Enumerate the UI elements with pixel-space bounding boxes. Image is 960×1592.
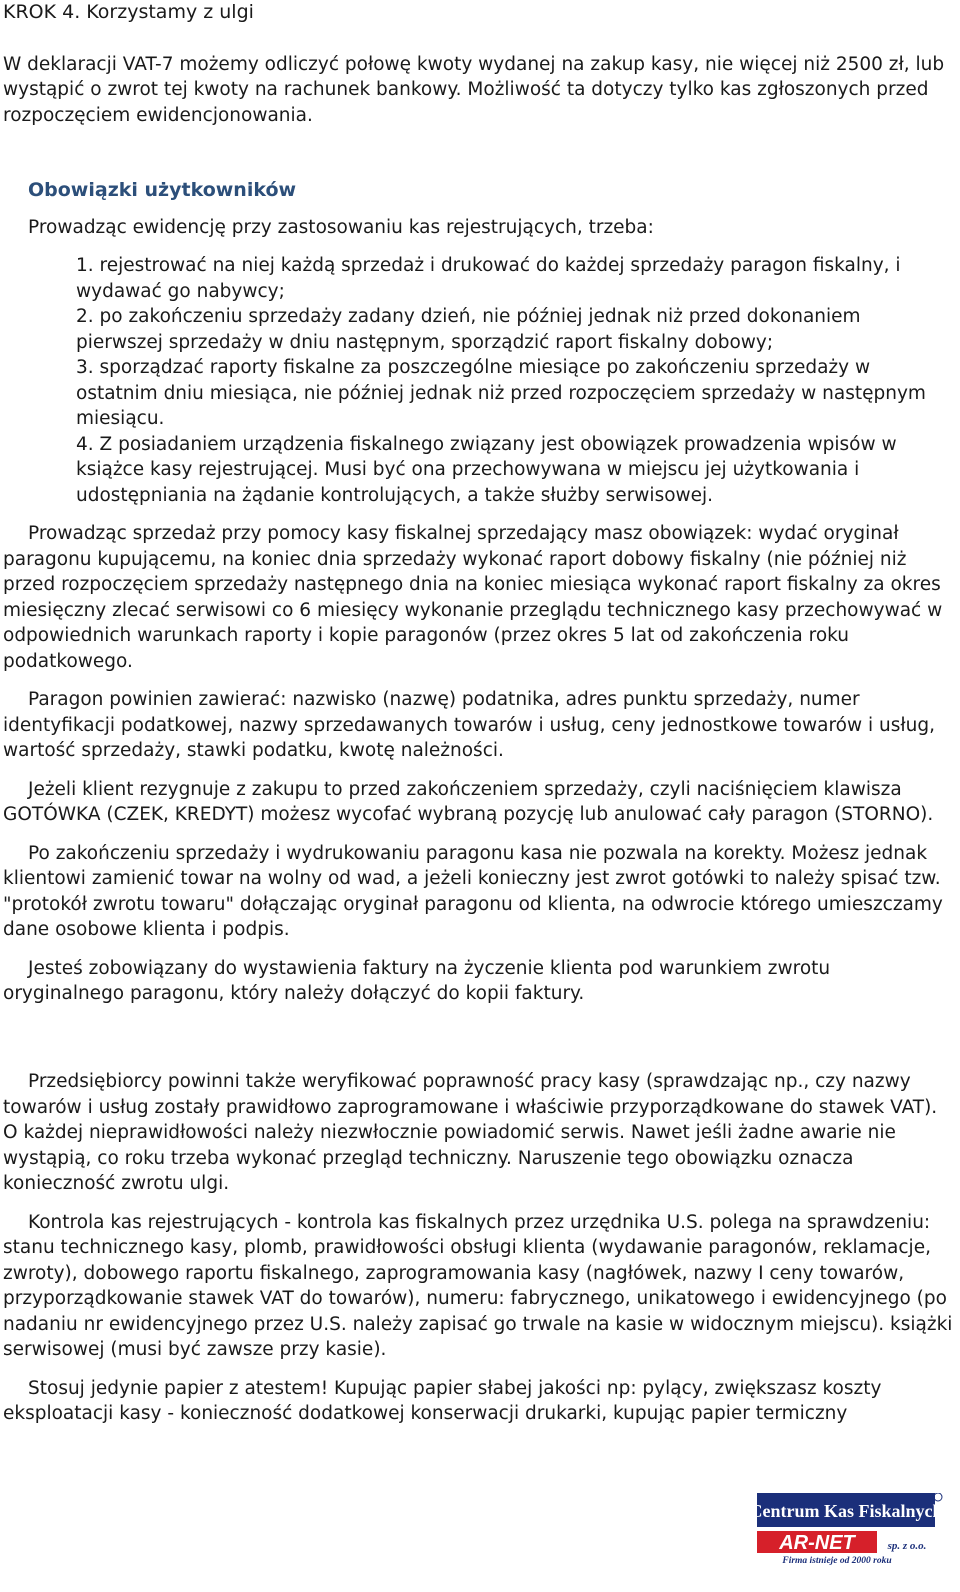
list-item: 1. rejestrować na niej każdą sprzedaż i drukować do każdej sprzedaży paragon fiskalny, i wydawać go nabywcy; bbox=[76, 255, 901, 302]
list-item: 3. sporządzać raporty fiskalne za poszczególne miesiące po zakończeniu sprzedaży w ostatnim dniu miesiąca, nie później jednak niż przed rozpoczęciem sprzedaży w następnym miesiącu. bbox=[76, 357, 926, 429]
paragraph-receipt-contents: Paragon powinien zawierać: nazwisko (nazwę) podatnika, adres punktu sprzedaży, numer identyfikacji podatkowej, nazwy sprzedawanych towarów i usług, ceny jednostkowe towarów i usług, wartość sprzedaży, stawki podatku, kwotę należności. bbox=[3, 689, 935, 761]
logo-suffix: sp. z o.o. bbox=[887, 1540, 927, 1552]
paragraph-verification: Przedsiębiorcy powinni także weryfikować poprawność pracy kasy (sprawdzając np., czy nazwy towarów i usług zostały prawidłowo zaprogramowane i właściwie przyporządkowane do stawek VAT). O każdej nieprawidłowości należy niezwłocznie powiadomić serwis. Nawet jeśli żadne awarie nie wystąpią, co roku trzeba wykonać przegląd techniczny. Naruszenie tego obowiązku oznacza konieczność zwrotu ulgi. bbox=[3, 1071, 938, 1194]
company-logo bbox=[757, 1493, 943, 1565]
paragraph-obligations: Prowadząc sprzedaż przy pomocy kasy fiskalnej sprzedający masz obowiązek: wydać oryginał paragonu kupującemu, na koniec dnia sprzedaży wykonać raport dobowy fiskalny (nie później niż przed rozpoczęciem sprzedaży następnego dnia na koniec miesiąca wykonać raport fiskalny za okres miesięczny zlecać serwisowi co 6 miesięcy wykonanie przeglądu technicznego kasy przechowywać w odpowiednich warunkach raporty i kopie paragonów (przez okres 5 lat od zakończenia roku podatkowego. bbox=[3, 523, 943, 672]
logo-line2: AR-NET bbox=[779, 1532, 855, 1554]
logo-tagline: Firma istnieje od 2000 roku bbox=[782, 1556, 892, 1565]
paragraph-inspection: Kontrola kas rejestrujących - kontrola kas fiskalnych przez urzędnika U.S. polega na sprawdzeniu: stanu technicznego kasy, plomb, prawidłowości obsługi klienta (wydawanie paragonów, reklamacje, zwroty), dobowego raportu fiskalnego, zaprogramowania kasy (nagłówek, nazwy I ceny towarów, przyporządkowanie stawek VAT do towarów), numeru: fabrycznego, unikatowego i ewidencyjnego (po nadaniu nr ewidencyjnego przez U.S. należy zapisać go trwale na kasie w widocznym miejscu). książki serwisowej (musi być zawsze przy kasie). bbox=[3, 1211, 953, 1360]
paragraph-returns: Po zakończeniu sprzedaży i wydrukowaniu paragonu kasa nie pozwala na korekty. Możesz jednak klientowi zamienić towar na wolny od wad, a jeżeli konieczny jest zwrot gotówki to należy spisać tzw. "protokół zwrotu towaru" dołączając oryginał paragonu od klienta, na odwrocie którego umieszczamy dane osobowe klienta i podpis. bbox=[3, 842, 943, 940]
step-heading: KROK 4. Korzystamy z ulgi bbox=[3, 1, 254, 23]
registered-icon bbox=[934, 1493, 942, 1501]
paragraph-cancel: Jeżeli klient rezygnuje z zakupu to przed zakończeniem sprzedaży, czyli naciśnięciem klawisza GOTÓWKA (CZEK, KREDYT) możesz wycofać wybraną pozycję lub anulować cały paragon (STORNO). bbox=[3, 778, 934, 825]
duties-lead: Prowadząc ewidencję przy zastosowaniu kas rejestrujących, trzeba: bbox=[28, 217, 654, 238]
duties-list bbox=[76, 253, 948, 508]
paragraph-paper: Stosuj jedynie papier z atestem! Kupując papier słabej jakości np: pylący, zwiększasz koszty eksploatacji kasy - konieczność dodatkowej konserwacji drukarki, kupując papier termiczny bbox=[3, 1377, 882, 1424]
intro-paragraph: W deklaracji VAT-7 możemy odliczyć połowę kwoty wydanej na zakup kasy, nie więcej niż 2500 zł, lub wystąpić o zwrot tej kwoty na rachunek bankowy. Możliwość ta dotyczy tylko kas zgłoszonych przed rozpoczęciem ewidencjonowania. bbox=[3, 53, 945, 126]
document-page bbox=[3, 0, 953, 128]
company-logo-graphic bbox=[757, 1493, 943, 1565]
duties-title: Obowiązki użytkowników bbox=[28, 179, 297, 201]
body-section-2 bbox=[3, 1069, 953, 1440]
body-section-1 bbox=[3, 521, 953, 1020]
paragraph-invoice: Jesteś zobowiązany do wystawienia faktury na życzenie klienta pod warunkiem zwrotu oryginalnego paragonu, który należy dołączyć do kopii faktury. bbox=[3, 957, 831, 1004]
logo-line1: Centrum Kas Fiskalnych bbox=[757, 1501, 943, 1521]
list-item: 2. po zakończeniu sprzedaży zadany dzień, nie później jednak niż przed dokonaniem pierwszej sprzedaży w dniu następnym, sporządzić raport fiskalny dobowy; bbox=[76, 306, 861, 353]
list-item: 4. Z posiadaniem urządzenia fiskalnego związany jest obowiązek prowadzenia wpisów w książce kasy rejestrującej. Musi być ona przechowywana w miejscu jej użytkowania i udostępniania na żądanie kontrolujących, a także służby serwisowej. bbox=[76, 433, 897, 506]
